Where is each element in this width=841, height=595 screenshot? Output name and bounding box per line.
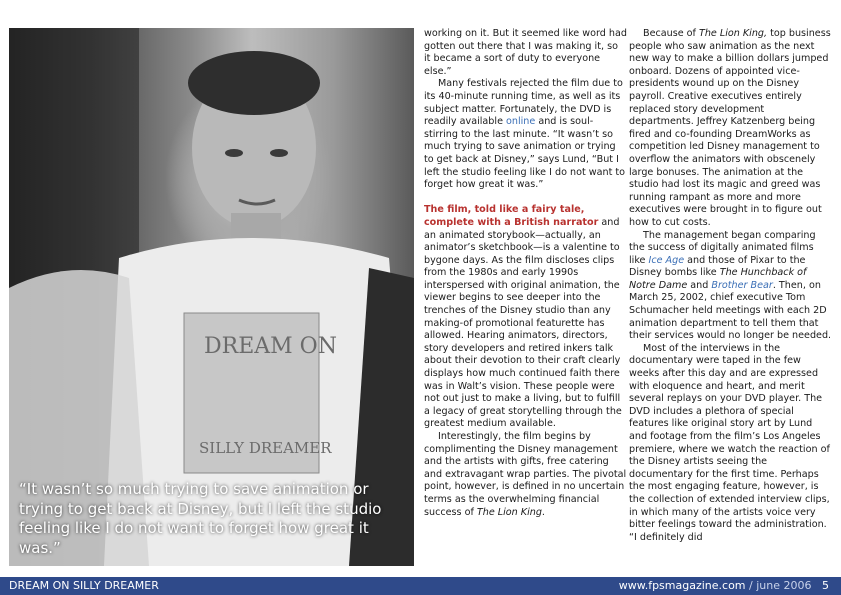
brother-bear-link[interactable]: Brother Bear xyxy=(711,279,773,291)
col2-p2-text-a: The management began comparing the success of digitally animated films like xyxy=(629,229,816,266)
col2-paragraph-2 xyxy=(629,230,832,343)
col1-p2-text-a: Many festivals rejected the film due to its 40-minute running time, as well as its subject matter. Fortunately, the DVD is readily available xyxy=(424,78,623,128)
col1-p4-text-b: . xyxy=(541,506,545,518)
section-title: DREAM ON SILLY DREAMER xyxy=(9,579,159,592)
col1-paragraph-2 xyxy=(424,78,627,191)
col2-p2-text-b: and those of Pixar to the Disney bombs like xyxy=(629,254,806,279)
pull-quote: “It wasn’t so much trying to save animation or trying to get back at Disney, but I left the studio feeling like I do not want to forget how great it was.” xyxy=(19,480,382,557)
col2-p1-text-a: Because of xyxy=(643,28,699,39)
col1-paragraph-1: working on it. But it seemed like word had gotten out there that I was making it, so it became a sort of duty to everyone else.” xyxy=(424,28,627,77)
col2-p2-text-d: . Then, on March 25, 2002, chief executive Tom Schumacher held meetings with each 2D animation department to tell them that their services would no longer be needed. xyxy=(629,279,832,342)
col2-paragraph-1 xyxy=(629,28,832,230)
article-photo xyxy=(9,28,414,566)
article-column-2 xyxy=(629,28,832,544)
issue-date: june 2006 xyxy=(756,579,812,592)
col2-p2-text-c: and xyxy=(687,279,712,291)
lead-in-highlight: The film, told like a fairy tale, complete with a British narrator xyxy=(424,204,599,228)
col1-paragraph-4 xyxy=(424,431,627,519)
lion-king-title: The Lion King xyxy=(476,506,542,518)
col2-p1-text-b: top business people who saw animation as the next new way to make a billion dollars jumped onboard. Dozens of appointed vice-presidents wound up on the Disney payroll. Creative executives entirely replaced story development departments. Jeffrey Katzenberg being fired and co-founding DreamWorks as competition led Disney management to overflow the animators with obscenely large bonuses. The animation at the studio had lost its magic and greed was running rampant as more and more executives were brought in to figure out how to cut costs. xyxy=(629,28,831,228)
shirt-text-top: DREAM ON xyxy=(204,334,337,359)
online-link[interactable]: online xyxy=(506,116,536,128)
article-column-1 xyxy=(424,28,627,519)
footer-separator: / xyxy=(745,579,757,592)
ice-age-link[interactable]: Ice Age xyxy=(648,254,685,266)
site-url[interactable]: www.fpsmagazine.com xyxy=(618,579,746,592)
shirt-text-bottom: SILLY DREAMER xyxy=(199,439,332,457)
col1-p3-text: and an animated storybook—actually, an animator’s sketchbook—is a valentine to bygone days. As the film discloses clips from the 1980s and early 1990s interspersed with original animation, the viewer begins to see deeper into the trenches of the Disney studio than any making-of promotional featurette has allowed. Hearing animators, directors, story developers and retired inkers talk about their devotion to their craft clearly displays how much continued faith there was in Walt’s vision. These people were not out just to make a living, but to fulfill a legacy of great storytelling through the greatest medium available. xyxy=(424,216,622,430)
col1-p4-text-a: Interestingly, the film begins by complimenting the Disney management and the artists with gifts, free catering and extravagant wrap parties. The pivotal point, however, is defined in no uncertain terms as the overwhelming financial success of xyxy=(424,431,627,518)
hunchback-title: The Hunchback of Notre Dame xyxy=(629,267,807,291)
col1-paragraph-3 xyxy=(424,204,627,431)
lion-king-title-2: The Lion King, xyxy=(698,28,768,39)
col1-p2-text-b: and is soul-stirring to the last minute. “It wasn’t so much trying to save animation or trying to get back at Disney,” says Lund, “But I left the studio feeling like I do not want to forget how great it was.” xyxy=(424,116,626,191)
col2-paragraph-3: Most of the interviews in the documentary were taped in the few weeks after this day and are expressed with eloquence and heart, and merit several replays on your DVD player. The DVD includes a plethora of special features like original story art by Lund and footage from the film’s Los Angeles premiere, where we watch the reaction of the Disney artists seeing the documentary for the first time. Perhaps the most engaging feature, however, is the collection of extended interview clips, in which many of the artists voice very bitter feelings toward the administration. “I definitely did xyxy=(629,342,830,543)
page-number: 5 xyxy=(822,579,829,592)
page-footer xyxy=(0,577,841,595)
footer-right xyxy=(619,579,829,592)
